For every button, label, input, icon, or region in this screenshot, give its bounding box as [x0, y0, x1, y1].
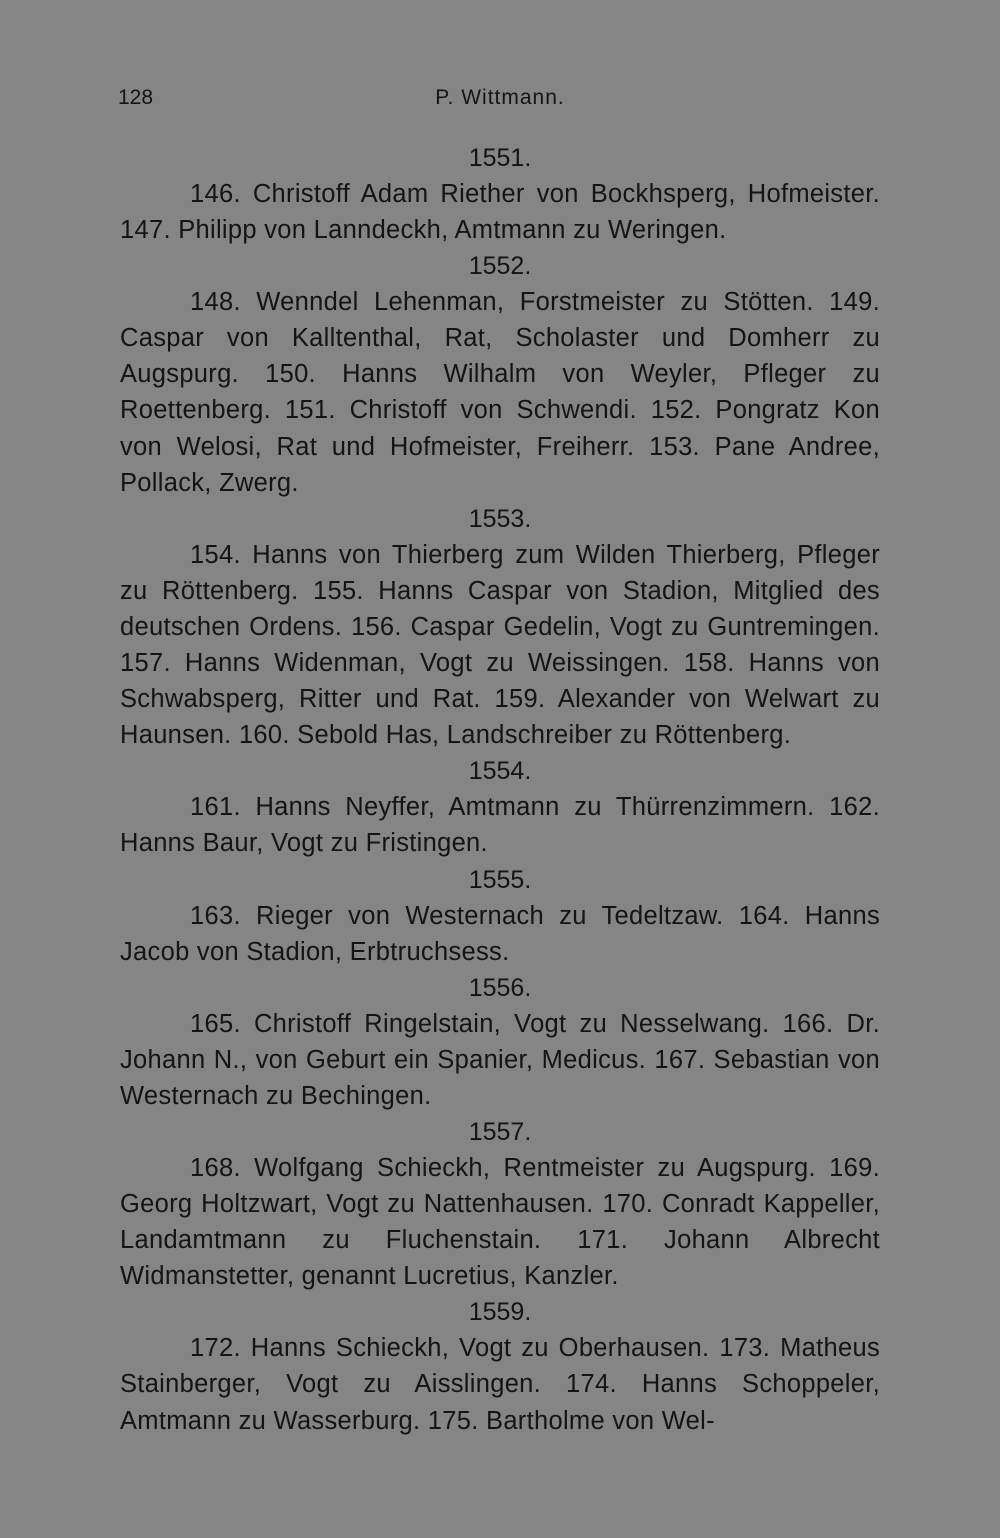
entry-paragraph: 172. Hanns Schieckh, Vogt zu Oberhausen. 173. Matheus Stainberger, Vogt zu Aisslingen. 174. Hanns Schoppeler, Amtmann zu Wasserburg. 175. Bartholme von Wel-: [120, 1334, 880, 1435]
page-number: 128: [118, 86, 154, 109]
running-title: P. Wittmann.: [435, 86, 565, 109]
year-section: [120, 140, 880, 248]
entry-paragraph: 146. Christoff Adam Riether von Bockhsperg, Hofmeister. 147. Philipp von Lanndeckh, Amtmann zu Weringen.: [120, 180, 880, 245]
entry-paragraph: 168. Wolfgang Schieckh, Rentmeister zu Augspurg. 169. Georg Holtzwart, Vogt zu Nattenhausen. 170. Conradt Kappeller, Landamtmann zu Fluchenstain. 171. Johann Albrecht Widmanstetter, genannt Lucretius, Kanzler.: [120, 1153, 880, 1291]
year-section: [120, 1114, 880, 1294]
year-heading: 1556.: [468, 973, 532, 1002]
year-section: [120, 248, 880, 501]
year-heading: 1559.: [468, 1298, 532, 1327]
entry-paragraph: 161. Hanns Neyffer, Amtmann zu Thürrenzimmern. 162. Hanns Baur, Vogt zu Fristingen.: [120, 793, 880, 858]
year-heading: 1555.: [468, 865, 532, 894]
entry-paragraph: 163. Rieger von Westernach zu Tedeltzaw. 164. Hanns Jacob von Stadion, Erbtruchsess.: [120, 901, 880, 966]
year-section: [120, 970, 880, 1114]
year-heading: 1553.: [468, 504, 532, 533]
year-heading: 1552.: [468, 252, 532, 281]
year-heading: 1554.: [468, 757, 532, 786]
text-body: [120, 140, 880, 1439]
year-section: [120, 501, 880, 754]
year-heading: 1557.: [468, 1117, 532, 1146]
year-heading: 1551.: [468, 144, 532, 172]
entry-paragraph: 154. Hanns von Thierberg zum Wilden Thierberg, Pfleger zu Röttenberg. 155. Hanns Caspar von Stadion, Mitglied des deutschen Ordens. 156. Caspar Gedelin, Vogt zu Guntremingen. 157. Hanns Widenman, Vogt zu Weissingen. 158. Hanns von Schwabsperg, Ritter und Rat. 159. Alexander von Welwart zu Haunsen. 160. Sebold Has, Landschreiber zu Röttenberg.: [120, 540, 880, 750]
year-section: [120, 862, 880, 970]
page-header: [0, 86, 1000, 116]
entry-paragraph: 148. Wenndel Lehenman, Forstmeister zu Stötten. 149. Caspar von Kalltenthal, Rat, Scholaster und Domherr zu Augspurg. 150. Hanns Wilhalm von Weyler, Pfleger zu Roettenberg. 151. Christoff von Schwendi. 152. Pongratz Kon von Welosi, Rat und Hofmeister, Freiherr. 153. Pane Andree, Pollack, Zwerg.: [120, 288, 880, 497]
year-section: [120, 753, 880, 861]
entry-paragraph: 165. Christoff Ringelstain, Vogt zu Nesselwang. 166. Dr. Johann N., von Geburt ein Spanier, Medicus. 167. Sebastian von Westernach zu Bechingen.: [120, 1009, 880, 1110]
year-section: [120, 1294, 880, 1438]
